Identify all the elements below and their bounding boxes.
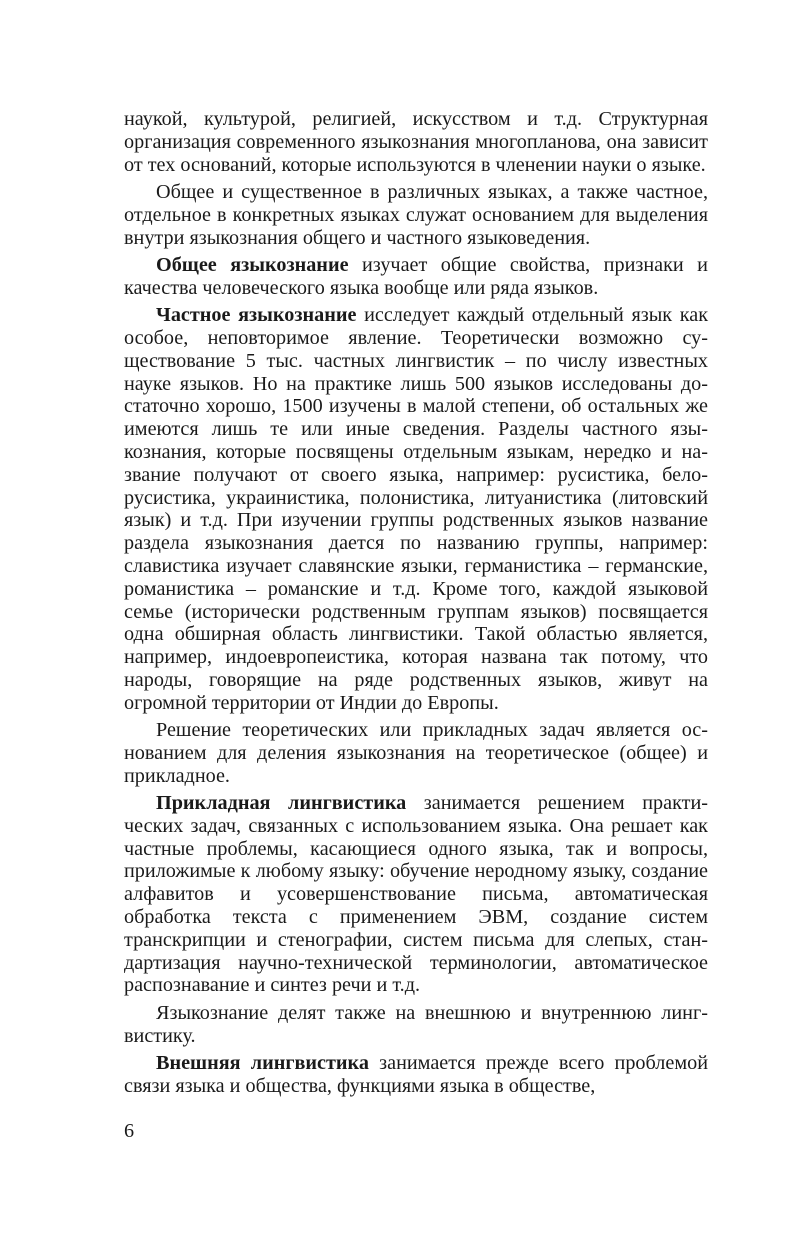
paragraph-text: изучает общие свойства, признаки и качества человеческого языка вообще или ряда языков. xyxy=(124,253,708,299)
term-external-linguistics: Внешняя лингвистика xyxy=(156,1052,369,1075)
paragraph-text: занимается прежде всего проблемой связи языка и общества, функциями языка в обществе, xyxy=(124,1052,708,1097)
term-general-linguistics: Общее языкознание xyxy=(156,253,349,276)
page-number: 6 xyxy=(124,1120,135,1142)
paragraph-continuation: наукой, культурой, религией, искусством и т.д. Структурная организация современного языкознания многопланова, она зависит от тех оснований, которые используются в членении науки о языке. xyxy=(124,108,708,176)
paragraph-general-linguistics xyxy=(124,254,708,300)
term-applied-linguistics: Прикладная лингвистика xyxy=(156,792,407,815)
paragraph-theoretical-applied: Решение теоретических или прикладных задач является основанием для деления языкознания на теоретическое (общее) и прикладное. xyxy=(124,719,708,787)
paragraph-text: занимается решением практических задач, связанных с использованием языка. Она решает как частные проблемы, касающиеся одного языка, так и вопросы, приложимые к любому языку: обучение неродному языку, создание алфавитов и усовершенствование письма, автоматическая обработка текста с применением ЭВМ, создание систем транскрипции и стенографии, систем письма для слепых, стандартизация научно-технической терминологии, автоматическое распознавание и синтез речи и т.д. xyxy=(124,792,708,997)
term-particular-linguistics: Частное языкознание xyxy=(156,304,357,327)
paragraph-text: исследует каждый отдельный язык как особое, неповторимое явление. Теоретически возможно существование 5 тыс. частных лингвистик – по числу известных науке языков. Но на практике лишь 500 языков исследованы достаточно хорошо, 1500 изучены в малой степени, об остальных же имеются лишь те или иные сведения. Разделы частного языкознания, которые посвящены отдельным языкам, нередко и название получают от своего языка, например: русистика, белорусистика, украинистика, полонистика, литуанистика (литовский язык) и т.д. При изучении группы родственных языков название раздела языкознания дается по названию группы, например: славистика изучает славянские языки, германистика – германские, романистика – романские и т.д. Кроме того, каждой языковой семье (исторически родственным группам языков) посвящается одна обширная область лингвистики. Такой областью является, например, индоевропеистика, которая названа так потому, что народы, говорящие на ряде родственных языков, живут на огромной территории от Индии до Европы. xyxy=(124,304,709,714)
paragraph-applied-linguistics xyxy=(124,792,708,997)
paragraph-general-and-particular: Общее и существенное в различных языках, а также частное, отдельное в конкретных языках служат основанием для выделения внутри языкознания общего и частного языковедения. xyxy=(124,180,708,249)
paragraph-particular-linguistics xyxy=(124,304,708,714)
paragraph-external-linguistics xyxy=(124,1052,708,1098)
paragraph-external-internal: Языкознание делят также на внешнюю и внутреннюю лингвистику. xyxy=(124,1001,708,1047)
page-body xyxy=(124,108,708,1102)
